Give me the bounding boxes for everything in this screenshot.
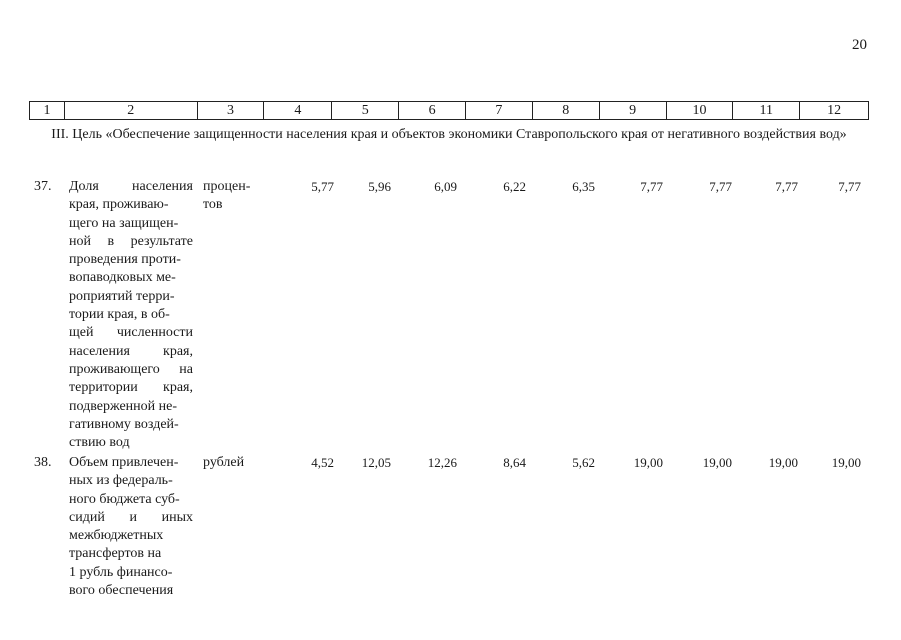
table-row xyxy=(29,454,869,604)
value-cell: 7,77 xyxy=(775,179,798,194)
header-cell-11: 11 xyxy=(733,102,800,119)
value-cell: 5,62 xyxy=(572,455,595,470)
value-cell: 7,77 xyxy=(709,179,732,194)
unit-text: рублей xyxy=(203,455,245,470)
table-header-row xyxy=(29,101,869,120)
value-cell: 6,22 xyxy=(503,179,526,194)
value-cell: 19,00 xyxy=(768,455,798,470)
header-cell-6: 6 xyxy=(399,102,466,119)
header-cell-12: 12 xyxy=(827,103,842,118)
header-cell-8: 8 xyxy=(533,102,600,119)
header-cell-7: 7 xyxy=(466,102,533,119)
section-goal-title: III. Цель «Обеспечение защищенности населения края и объектов экономики Ставропольского края от негативного воздействия вод» xyxy=(51,127,847,142)
value-cell: 19,00 xyxy=(702,455,732,470)
header-cell-2: 2 xyxy=(65,102,198,119)
row-number: 38. xyxy=(34,455,52,470)
unit-text: процен- тов xyxy=(203,179,251,213)
header-cell-10: 10 xyxy=(667,102,734,119)
value-cell: 7,77 xyxy=(838,179,861,194)
value-cell: 4,52 xyxy=(311,455,334,470)
value-cell: 5,96 xyxy=(368,179,391,194)
table-row xyxy=(29,178,869,451)
header-cell-1: 1 xyxy=(30,102,65,119)
header-cell-9: 9 xyxy=(600,102,667,119)
value-cell: 19,00 xyxy=(831,455,861,470)
value-cell: 5,77 xyxy=(311,179,334,194)
value-cell: 19,00 xyxy=(633,455,663,470)
value-cell: 8,64 xyxy=(503,455,526,470)
value-cell: 6,09 xyxy=(434,179,457,194)
indicator-text: Доля населения края, проживаю- щего на защищен- ной в результате проведения проти- вопаводковых ме- роприятий терри- тории края, в об- щей численности населения края, проживающего на территории края, подверженной не- гативному воздей- ствию вод xyxy=(69,179,193,451)
page-number: 20 xyxy=(852,37,867,53)
value-cell: 7,77 xyxy=(640,179,663,194)
header-cell-5: 5 xyxy=(332,102,399,119)
value-cell: 12,05 xyxy=(361,455,391,470)
row-number: 37. xyxy=(34,179,52,194)
value-cell: 12,26 xyxy=(427,455,457,470)
value-cell: 6,35 xyxy=(572,179,595,194)
header-cell-3: 3 xyxy=(198,102,265,119)
header-cell-4: 4 xyxy=(264,102,332,119)
indicator-text: Объем привлечен- ных из федераль- ного бюджета суб- сидий и иных межбюджетных трансфертов на 1 рубль финансо- вого обеспечения xyxy=(69,455,193,599)
